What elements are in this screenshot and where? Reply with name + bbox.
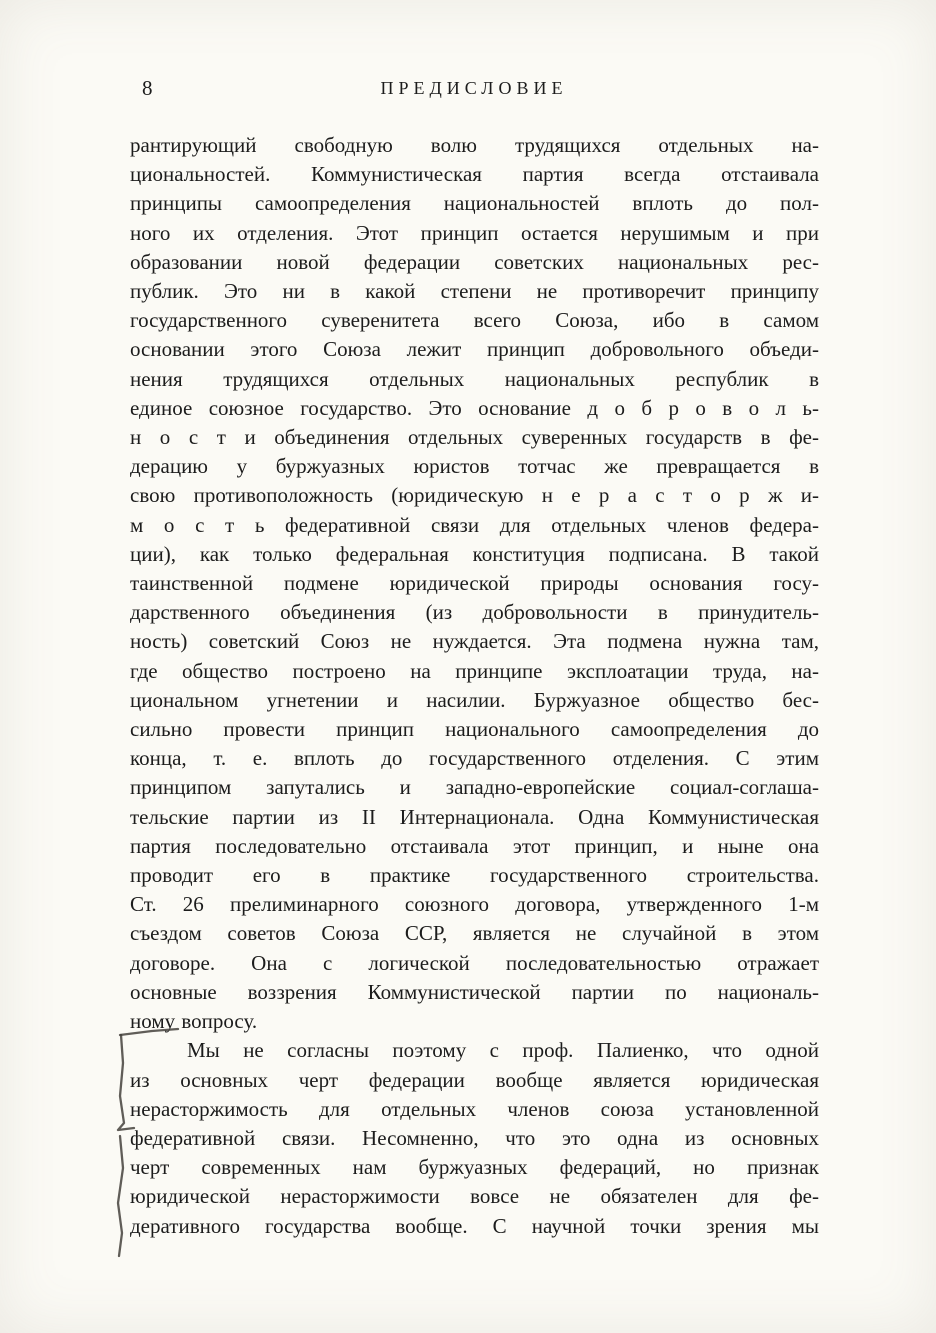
running-header-title: ПРЕДИСЛОВИЕ: [380, 78, 568, 98]
text-line: публик. Это ни в какой степени не противоречит принципу: [130, 279, 819, 304]
text-line: циональностей. Коммунистическая партия всегда отстаивала: [130, 162, 819, 187]
text-line: единое союзное государство. Это основание д о б р о в о л ь-: [130, 395, 819, 420]
text-line: где общество построено на принципе эксплоатации труда, на-: [130, 658, 819, 683]
paragraph: [130, 1036, 819, 1240]
text-line: свою противоположность (юридическую н е р а с т о р ж и-: [130, 483, 819, 508]
text-line: конца, т. е. вплоть до государственного отделения. С этим: [130, 746, 819, 771]
text-line: ного их отделения. Этот принцип остается нерушимым и при: [130, 220, 819, 245]
text-line: государственного суверенитета всего Союза, ибо в самом: [130, 308, 819, 333]
text-line: основные воззрения Коммунистической партии по националь-: [130, 979, 819, 1004]
text-line: деративного государства вообще. С научной точки зрения мы: [130, 1213, 819, 1238]
text-line: рантирующий свободную волю трудящихся отдельных на-: [130, 133, 819, 157]
text-line: проводит его в практике государственного строительства.: [130, 863, 819, 888]
text-line: ность) советский Союз не нуждается. Эта подмена нужна там,: [130, 629, 819, 654]
text-line: принципом запутались и западно-европейские социал-соглаша-: [130, 775, 819, 800]
text-line: ции), как только федеральная конституция подписана. В такой: [130, 541, 819, 566]
text-line: нерасторжимость для отдельных членов союза установленной: [130, 1096, 819, 1121]
text-line: принципы самоопределения национальностей вплоть до пол-: [130, 191, 819, 216]
text-line: дарственного объединения (из добровольности в принудитель-: [130, 600, 819, 625]
text-line: циональном угнетении и насилии. Буржуазное общество бес-: [130, 687, 819, 712]
text-line: сильно провести принцип национального самоопределения до: [130, 717, 819, 742]
text-line: таинственной подмене юридической природы основания госу-: [130, 571, 819, 596]
text-line: дерацию у буржуазных юристов тотчас же превращается в: [130, 454, 819, 479]
text-line: образовании новой федерации советских национальных рес-: [130, 249, 819, 274]
text-line: основании этого Союза лежит принцип добровольного объеди-: [130, 337, 819, 362]
text-line: договоре. Она с логической последовательностью отражает: [130, 950, 819, 975]
page-header: [130, 76, 818, 106]
text-line: черт современных нам буржуазных федераций, но признак: [130, 1155, 819, 1180]
text-line: партия последовательно отстаивала этот принцип, и ныне она: [130, 833, 819, 858]
text-line: из основных черт федерации вообще является юридическая: [130, 1067, 819, 1092]
text-line: нения трудящихся отдельных национальных республик в: [130, 366, 819, 391]
text-line: федеративной связи. Несомненно, что это одна из основных: [130, 1125, 819, 1150]
text-line: Ст. 26 прелиминарного союзного договора, утвержденного 1-м: [130, 892, 819, 917]
page-number: 8: [142, 76, 154, 100]
text-line: Мы не согласны поэтому с проф. Палиенко, что одной: [187, 1038, 819, 1063]
paragraph: [130, 131, 819, 1036]
text-line: ному вопросу.: [130, 1009, 258, 1034]
text-line: съездом советов Союза ССР, является не случайной в этом: [130, 921, 819, 946]
text-line: н о с т и объединения отдельных суверенных государств в фе-: [130, 425, 819, 450]
text-line: юридической нерасторжимости вовсе не обязателен для фе-: [130, 1184, 819, 1209]
body-text: [130, 131, 819, 1241]
text-line: м о с т ь федеративной связи для отдельных членов федера-: [130, 512, 819, 537]
text-line: тельские партии из II Интернационала. Одна Коммунистическая: [130, 804, 819, 829]
